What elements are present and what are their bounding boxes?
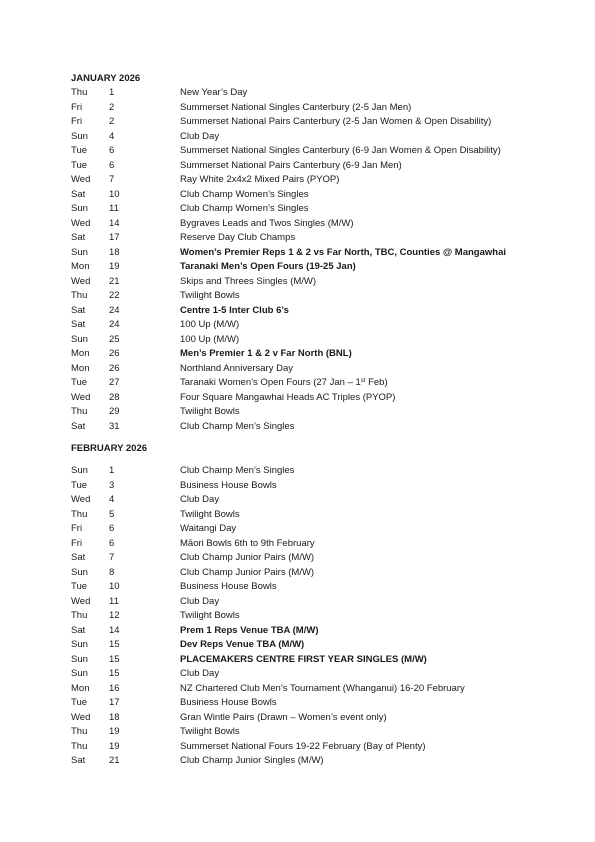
event-weekday: Fri <box>71 101 83 113</box>
event-title <box>180 333 239 348</box>
event-row <box>71 682 581 697</box>
event-weekday: Thu <box>71 87 88 98</box>
event-date: 12 <box>109 610 120 621</box>
event-weekday: Fri <box>71 116 83 127</box>
event-date: 7 <box>109 552 115 563</box>
event-weekday: Tue <box>71 479 88 491</box>
event-date: 15 <box>109 639 120 650</box>
event-weekday: Tue <box>71 581 88 592</box>
event-title <box>180 638 304 653</box>
event-row <box>71 246 581 261</box>
event-title-text: Club Champ Junior Pairs (M/W) <box>180 552 315 563</box>
event-row <box>71 289 581 304</box>
event-title <box>180 493 219 508</box>
event-title <box>180 624 318 639</box>
event-date: 14 <box>109 217 120 229</box>
event-row <box>71 696 581 711</box>
event-title <box>180 566 314 581</box>
event-title-text: Club Day <box>180 494 220 505</box>
event-date: 19 <box>109 261 120 272</box>
event-date: 18 <box>109 711 120 723</box>
event-weekday: Sun <box>71 203 88 214</box>
event-weekday: Sun <box>71 653 88 665</box>
event-title <box>180 318 239 333</box>
event-title-text: Twilight Bowls <box>180 406 240 417</box>
event-weekday: Wed <box>71 711 91 723</box>
event-row <box>71 318 581 333</box>
event-date: 22 <box>109 290 120 301</box>
event-title-text: Summerset National Singles Canterbury (2-5 Jan Men) <box>180 101 412 113</box>
event-row <box>71 754 581 769</box>
event-date: 11 <box>109 595 119 607</box>
event-date: 1 <box>109 87 115 98</box>
event-title <box>180 159 402 174</box>
event-weekday: Mon <box>71 261 90 272</box>
event-date: 14 <box>109 624 120 636</box>
event-row <box>71 144 581 159</box>
event-title-text: Club Champ Men’s Singles <box>180 465 295 476</box>
event-date: 16 <box>109 682 120 694</box>
event-row <box>71 173 581 188</box>
event-row <box>71 275 581 290</box>
event-title-text: Club Day <box>180 595 220 607</box>
event-title-text: Four Square Mangawhai Heads AC Triples (PYOP) <box>180 391 396 403</box>
event-title-text: 100 Up (M/W) <box>180 319 240 330</box>
event-title <box>180 202 309 217</box>
event-date: 6 <box>109 159 115 171</box>
event-title <box>180 522 236 537</box>
event-title-text: Prem 1 Reps Venue TBA (M/W) <box>180 624 319 636</box>
event-title-tail: Feb) <box>365 377 388 388</box>
event-row <box>71 362 581 377</box>
event-title-text: 100 Up (M/W) <box>180 333 240 345</box>
event-row <box>71 537 581 552</box>
event-row <box>71 333 581 348</box>
event-date: 8 <box>109 566 115 578</box>
event-weekday: Thu <box>71 406 88 417</box>
event-weekday: Sun <box>71 566 88 578</box>
event-weekday: Thu <box>71 290 88 301</box>
event-title <box>180 304 289 319</box>
event-title-text: Club Champ Junior Singles (M/W) <box>180 755 324 766</box>
february-events-list <box>71 464 581 769</box>
event-title-text: Māori Bowls 6th to 9th February <box>180 537 315 549</box>
event-row <box>71 609 581 624</box>
event-title <box>180 376 388 391</box>
event-row <box>71 420 581 435</box>
event-row <box>71 624 581 639</box>
event-date: 21 <box>109 275 120 287</box>
event-row <box>71 508 581 523</box>
event-date: 19 <box>109 726 120 737</box>
event-date: 28 <box>109 391 120 403</box>
event-title-text: Skips and Threes Singles (M/W) <box>180 275 317 287</box>
event-title <box>180 362 293 377</box>
event-title-text: Northland Anniversary Day <box>180 362 293 374</box>
event-title <box>180 479 277 494</box>
event-title-text: New Year’s Day <box>180 87 248 98</box>
january-events-list <box>71 86 581 434</box>
event-title-text: Taranaki Men’s Open Fours (19-25 Jan) <box>180 261 356 272</box>
event-date: 19 <box>109 740 120 752</box>
event-weekday: Sun <box>71 465 88 476</box>
event-weekday: Thu <box>71 610 88 621</box>
event-title <box>180 391 395 406</box>
event-title <box>180 696 277 711</box>
event-weekday: Tue <box>71 159 88 171</box>
event-date: 15 <box>109 653 120 665</box>
event-date: 24 <box>109 319 120 330</box>
event-weekday: Sat <box>71 755 86 766</box>
event-title <box>180 217 354 232</box>
event-date: 6 <box>109 537 115 549</box>
event-title-text: Summerset National Pairs Canterbury (6-9 Jan Men) <box>180 159 402 171</box>
event-title <box>180 551 314 566</box>
event-title <box>180 508 240 523</box>
event-weekday: Wed <box>71 174 91 185</box>
event-row <box>71 522 581 537</box>
event-row <box>71 711 581 726</box>
event-row <box>71 740 581 755</box>
event-weekday: Sun <box>71 639 88 650</box>
event-title <box>180 144 501 159</box>
event-date: 25 <box>109 333 120 345</box>
event-date: 15 <box>109 668 120 679</box>
event-date: 21 <box>109 755 120 766</box>
event-title <box>180 405 240 420</box>
event-title-text: Summerset National Pairs Canterbury (2-5 Jan Women & Open Disability) <box>180 116 492 127</box>
event-weekday: Sun <box>71 130 88 142</box>
event-weekday: Fri <box>71 537 83 549</box>
event-weekday: Wed <box>71 391 91 403</box>
event-title-text: Twilight Bowls <box>180 290 240 301</box>
event-date: 29 <box>109 406 120 417</box>
event-title <box>180 275 316 290</box>
event-weekday: Sat <box>71 304 86 316</box>
event-weekday: Sat <box>71 624 86 636</box>
month-heading-january: JANUARY 2026 <box>71 73 141 84</box>
event-weekday: Mon <box>71 348 90 359</box>
event-weekday: Sat <box>71 420 86 432</box>
event-weekday: Sat <box>71 188 86 200</box>
event-title-text: Gran Wintle Pairs (Drawn – Women’s event only) <box>180 711 387 723</box>
event-date: 7 <box>109 174 115 185</box>
event-row <box>71 304 581 319</box>
event-row <box>71 86 581 101</box>
event-row <box>71 260 581 275</box>
event-date: 17 <box>109 232 120 243</box>
event-title-text: Reserve Day Club Champs <box>180 232 296 243</box>
event-title-text: Women’s Premier Reps 1 & 2 vs Far North, TBC, Counties @ Mangawhai <box>180 246 507 258</box>
event-weekday: Thu <box>71 740 88 752</box>
event-title <box>180 653 427 668</box>
event-title <box>180 173 339 188</box>
event-title <box>180 464 294 479</box>
event-title-text: PLACEMAKERS CENTRE FIRST YEAR SINGLES (M/W) <box>180 653 427 665</box>
event-date: 11 <box>109 203 119 214</box>
event-date: 17 <box>109 697 120 708</box>
event-weekday: Sun <box>71 668 88 679</box>
event-row <box>71 376 581 391</box>
event-row <box>71 493 581 508</box>
event-title-text: Centre 1-5 Inter Club 6’s <box>180 304 289 316</box>
event-row <box>71 231 581 246</box>
event-title <box>180 115 491 130</box>
event-title-text: Ray White 2x4x2 Mixed Pairs (PYOP) <box>180 174 340 185</box>
event-row <box>71 130 581 145</box>
event-title <box>180 260 356 275</box>
event-date: 4 <box>109 130 115 142</box>
event-weekday: Mon <box>71 682 90 694</box>
event-date: 6 <box>109 145 115 156</box>
event-row <box>71 347 581 362</box>
event-title <box>180 347 352 362</box>
event-row <box>71 159 581 174</box>
event-title <box>180 595 219 610</box>
event-title-text: Business House Bowls <box>180 697 277 708</box>
event-date: 2 <box>109 101 115 113</box>
event-title-superscript: st <box>360 378 366 384</box>
event-weekday: Sun <box>71 333 88 345</box>
event-title-text: Club Day <box>180 668 220 679</box>
event-title-text: Twilight Bowls <box>180 508 240 520</box>
event-row <box>71 667 581 682</box>
event-date: 6 <box>109 523 115 534</box>
event-weekday: Sat <box>71 232 86 243</box>
event-date: 4 <box>109 494 115 505</box>
event-row <box>71 638 581 653</box>
event-row <box>71 405 581 420</box>
event-weekday: Sat <box>71 552 86 563</box>
event-title <box>180 289 240 304</box>
event-date: 10 <box>109 188 120 200</box>
event-title-text: Summerset National Singles Canterbury (6-9 Jan Women & Open Disability) <box>180 145 501 156</box>
event-date: 24 <box>109 304 120 316</box>
event-title <box>180 130 219 145</box>
event-title-text: Business House Bowls <box>180 581 277 592</box>
event-row <box>71 580 581 595</box>
event-weekday: Wed <box>71 275 91 287</box>
event-weekday: Tue <box>71 145 88 156</box>
event-row <box>71 202 581 217</box>
event-weekday: Tue <box>71 697 88 708</box>
event-title <box>180 420 294 435</box>
event-title <box>180 101 411 116</box>
event-weekday: Sat <box>71 319 86 330</box>
event-title <box>180 580 277 595</box>
event-row <box>71 595 581 610</box>
event-date: 3 <box>109 479 115 491</box>
event-title-text: Dev Reps Venue TBA (M/W) <box>180 639 305 650</box>
event-title-text: Club Champ Junior Pairs (M/W) <box>180 566 315 578</box>
event-title <box>180 725 240 740</box>
event-date: 31 <box>109 420 120 432</box>
event-row <box>71 725 581 740</box>
event-row <box>71 566 581 581</box>
event-title-text: Summerset National Fours 19-22 February (Bay of Plenty) <box>180 740 426 752</box>
event-title <box>180 86 247 101</box>
event-title-text: Club Champ Women’s Singles <box>180 188 309 200</box>
event-date: 1 <box>109 465 115 476</box>
month-heading-february: FEBRUARY 2026 <box>71 443 148 454</box>
event-weekday: Sun <box>71 246 88 258</box>
event-date: 5 <box>109 508 115 520</box>
event-title-text: Waitangi Day <box>180 523 237 534</box>
event-weekday: Tue <box>71 377 88 388</box>
event-row <box>71 551 581 566</box>
event-date: 10 <box>109 581 120 592</box>
event-row <box>71 464 581 479</box>
event-title <box>180 667 219 682</box>
event-date: 26 <box>109 362 120 374</box>
event-weekday: Thu <box>71 726 88 737</box>
event-title <box>180 740 426 755</box>
event-row <box>71 188 581 203</box>
event-title <box>180 231 295 246</box>
event-row <box>71 479 581 494</box>
event-weekday: Fri <box>71 523 83 534</box>
event-title-text: Twilight Bowls <box>180 610 240 621</box>
event-title-text: Bygraves Leads and Twos Singles (M/W) <box>180 217 354 229</box>
event-weekday: Wed <box>71 494 91 505</box>
event-row <box>71 653 581 668</box>
event-title <box>180 537 315 552</box>
event-row <box>71 391 581 406</box>
event-title-text: Taranaki Women’s Open Fours (27 Jan – 1 <box>180 377 361 388</box>
event-weekday: Wed <box>71 595 91 607</box>
event-date: 27 <box>109 377 120 388</box>
event-date: 2 <box>109 116 115 127</box>
event-row <box>71 115 581 130</box>
event-title-text: Club Champ Men’s Singles <box>180 420 295 432</box>
event-title-text: Club Day <box>180 130 220 142</box>
event-title <box>180 188 309 203</box>
event-date: 18 <box>109 246 120 258</box>
event-title <box>180 754 324 769</box>
event-title <box>180 682 465 697</box>
event-weekday: Wed <box>71 217 91 229</box>
event-title <box>180 246 506 261</box>
event-title-text: Twilight Bowls <box>180 726 240 737</box>
event-weekday: Thu <box>71 508 88 520</box>
event-title-text: Men’s Premier 1 & 2 v Far North (BNL) <box>180 348 352 359</box>
event-row <box>71 101 581 116</box>
event-weekday: Mon <box>71 362 90 374</box>
event-title <box>180 711 387 726</box>
event-title-text: Club Champ Women’s Singles <box>180 203 309 214</box>
event-title-text: NZ Chartered Club Men’s Tournament (Whanganui) 16-20 February <box>180 682 465 694</box>
event-title-text: Business House Bowls <box>180 479 277 491</box>
event-date: 26 <box>109 348 120 359</box>
event-title <box>180 609 240 624</box>
event-row <box>71 217 581 232</box>
